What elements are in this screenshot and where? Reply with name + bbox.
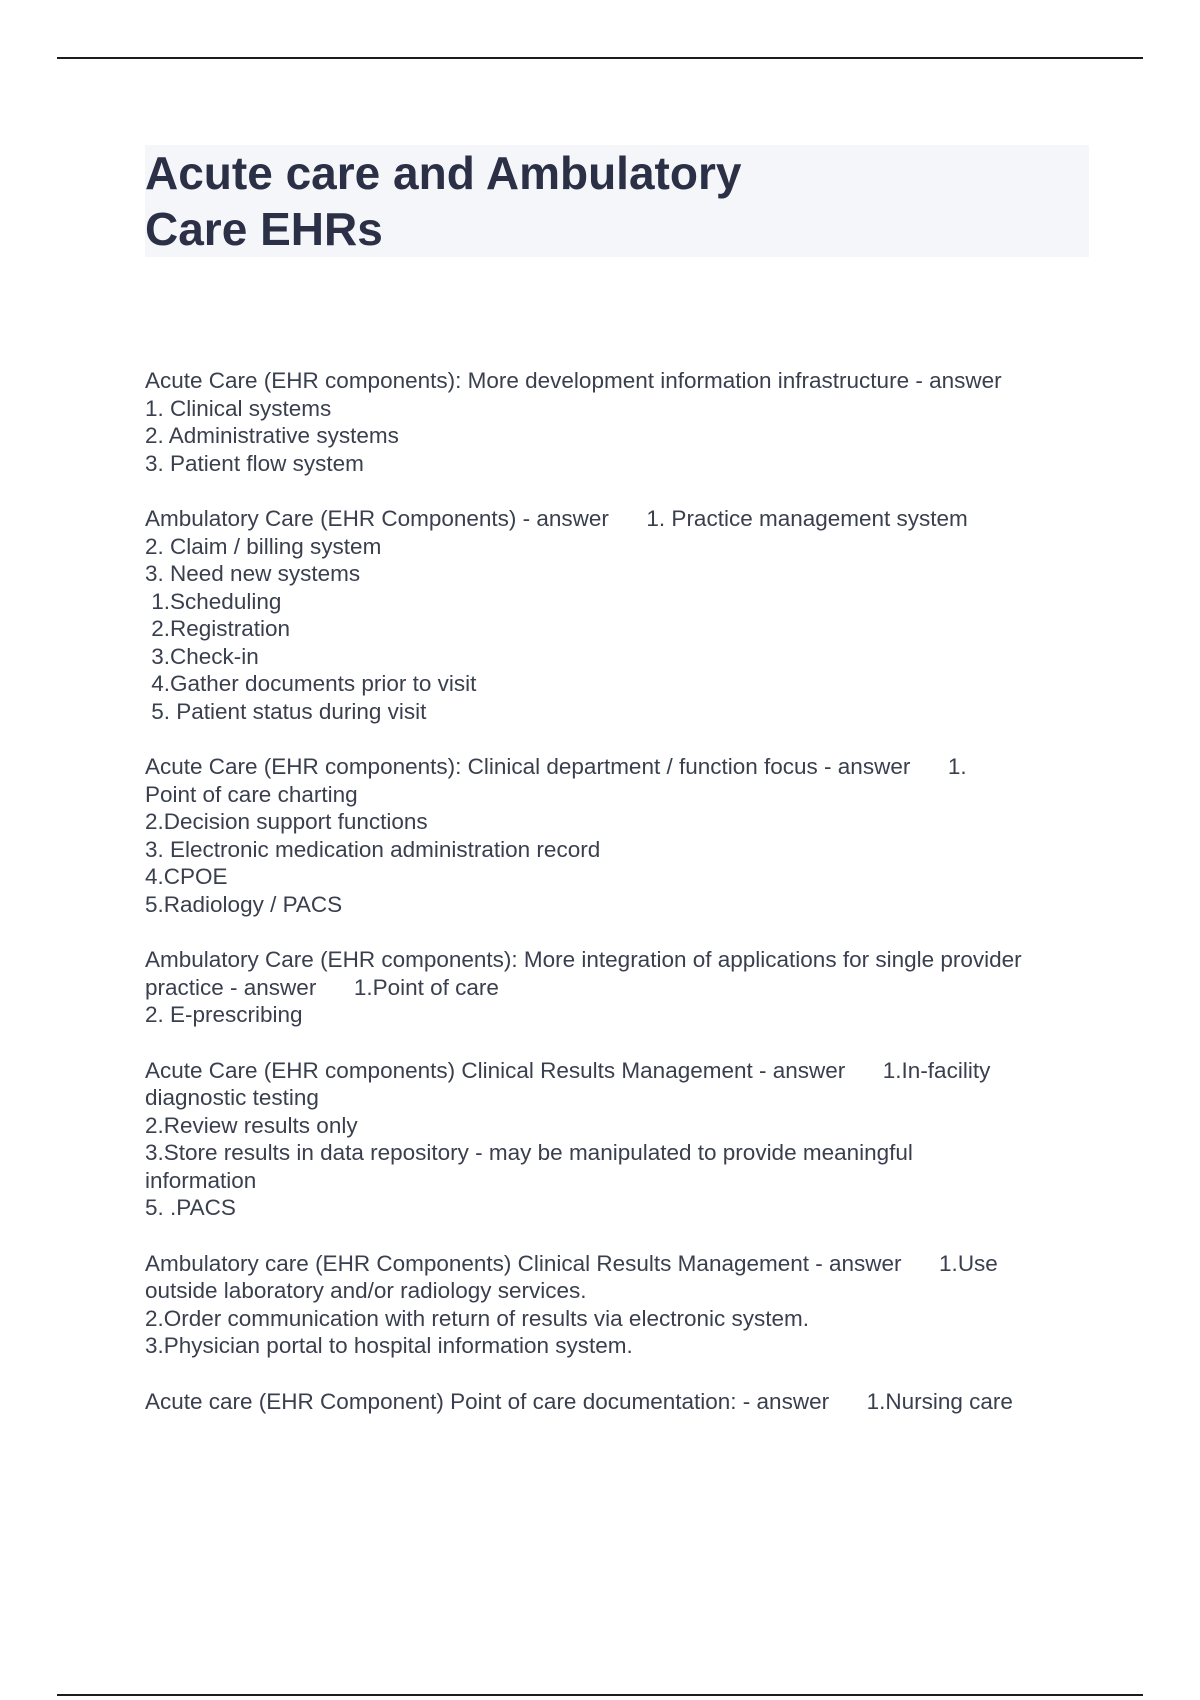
entry-line: Acute Care (EHR components): Clinical department / function focus - answer 1. <box>145 754 967 779</box>
entry-line: 2.Order communication with return of results via electronic system. <box>145 1305 809 1331</box>
title-line-2: Care EHRs <box>145 203 383 255</box>
title-block <box>145 145 1089 257</box>
title-line-1: Acute care and Ambulatory <box>145 147 742 199</box>
entry-line: 2.Decision support functions <box>145 809 428 834</box>
qa-entry <box>145 753 1095 918</box>
entry-line: 3. Electronic medication administration record <box>145 836 601 862</box>
entry-line: 5.Radiology / PACS <box>145 891 343 917</box>
entry-line: practice - answer 1.Point of care <box>145 974 499 1000</box>
entry-line: 5. .PACS <box>145 1195 236 1220</box>
entry-line: 2. Administrative systems <box>145 423 399 448</box>
entry-line: Ambulatory Care (EHR Components) - answer 1. Practice management system <box>145 506 968 531</box>
entry-line: 2. E-prescribing <box>145 1002 303 1027</box>
qa-entry <box>145 946 1095 1029</box>
entry-line: Ambulatory care (EHR Components) Clinical Results Management - answer 1.Use <box>145 1250 998 1276</box>
entry-line: outside laboratory and/or radiology services. <box>145 1278 587 1303</box>
qa-entry <box>145 1057 1095 1222</box>
entry-line: 2.Registration <box>145 616 291 641</box>
entry-line: 1. Clinical systems <box>145 395 332 421</box>
entry-line: 3.Store results in data repository - may be manipulated to provide meaningful <box>145 1140 913 1165</box>
entry-line: 4.CPOE <box>145 864 228 889</box>
top-rule <box>57 57 1143 59</box>
entry-line: 5. Patient status during visit <box>145 698 427 724</box>
entry-line: Acute care (EHR Component) Point of care documentation: - answer 1.Nursing care <box>145 1388 1013 1414</box>
entry-line: 1.Scheduling <box>145 588 282 614</box>
qa-entry <box>145 1388 1095 1416</box>
entry-line: 2. Claim / billing system <box>145 533 382 559</box>
entry-line: Acute Care (EHR components): More development information infrastructure - answer <box>145 368 1002 393</box>
entry-line: diagnostic testing <box>145 1085 319 1110</box>
entry-line: information <box>145 1167 257 1193</box>
qa-entry <box>145 1250 1095 1360</box>
entry-line: Point of care charting <box>145 781 358 807</box>
document-body <box>145 367 1095 1443</box>
bottom-rule <box>57 1694 1143 1696</box>
entry-line: 2.Review results only <box>145 1112 358 1138</box>
entry-line: 3.Check-in <box>145 643 259 669</box>
entry-line: 3. Patient flow system <box>145 450 364 476</box>
entry-line: Ambulatory Care (EHR components): More integration of applications for single provider <box>145 947 1022 972</box>
page-title <box>145 145 805 257</box>
qa-entry <box>145 367 1095 477</box>
entry-line: 3.Physician portal to hospital information system. <box>145 1333 633 1358</box>
qa-entry <box>145 505 1095 725</box>
entry-line: Acute Care (EHR components) Clinical Results Management - answer 1.In-facility <box>145 1057 991 1083</box>
entry-line: 4.Gather documents prior to visit <box>145 671 477 696</box>
entry-line: 3. Need new systems <box>145 561 361 586</box>
